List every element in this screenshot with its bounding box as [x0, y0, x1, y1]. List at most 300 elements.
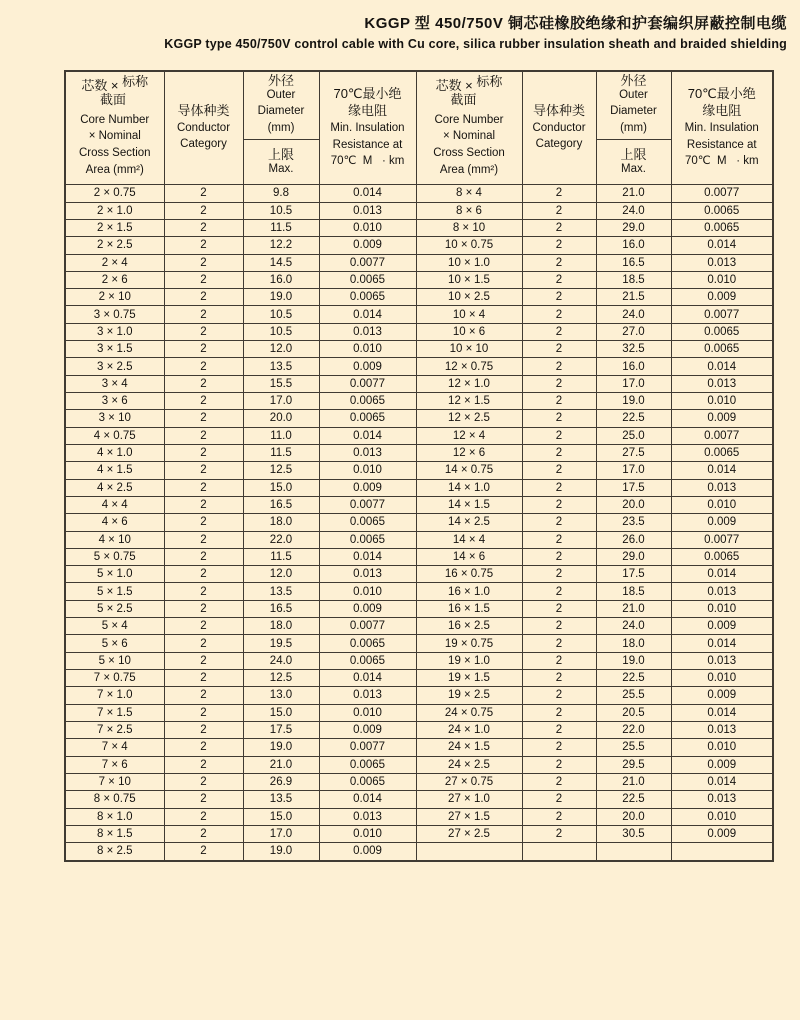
- cell-category-left: 2: [164, 341, 243, 358]
- cell-insulation-resistance-left: 0.009: [319, 358, 416, 375]
- cell-outer-diameter-right: 23.5: [596, 514, 671, 531]
- cell-outer-diameter-right: 20.5: [596, 704, 671, 721]
- cell-insulation-resistance-right: 0.0077: [671, 306, 773, 323]
- table-row: [65, 791, 773, 808]
- cell-category-left: 2: [164, 237, 243, 254]
- cell-category-left: 2: [164, 531, 243, 548]
- cell-spec-left: 4 × 2.5: [65, 479, 164, 496]
- cell-category-left: 2: [164, 479, 243, 496]
- cell-spec-left: 7 × 2.5: [65, 721, 164, 738]
- cell-category-right: 2: [522, 358, 596, 375]
- cell-outer-diameter-left: 12.5: [243, 462, 319, 479]
- cell-category-right: 2: [522, 444, 596, 461]
- cell-outer-diameter-right: 18.5: [596, 271, 671, 288]
- cell-outer-diameter-right: 22.5: [596, 410, 671, 427]
- cell-spec-right: 27 × 0.75: [416, 773, 522, 790]
- cell-insulation-resistance-left: 0.010: [319, 825, 416, 842]
- cell-category-right: 2: [522, 635, 596, 652]
- cell-spec-right: 10 × 10: [416, 341, 522, 358]
- cell-outer-diameter-left: 19.0: [243, 843, 319, 861]
- header-core-number-left: 芯数 × 标称 截面 Core Number × Nominal Cross Section Area (mm²): [65, 71, 164, 185]
- cell-outer-diameter-left: 19.0: [243, 739, 319, 756]
- cell-spec-right: 12 × 6: [416, 444, 522, 461]
- cell-category-left: 2: [164, 358, 243, 375]
- cell-category-left: 2: [164, 254, 243, 271]
- cell-category-right: 2: [522, 704, 596, 721]
- cell-outer-diameter-right: 25.5: [596, 739, 671, 756]
- cell-insulation-resistance-right: 0.009: [671, 687, 773, 704]
- table-row: [65, 393, 773, 410]
- cell-outer-diameter-left: 15.0: [243, 704, 319, 721]
- cell-outer-diameter-left: 21.0: [243, 756, 319, 773]
- table-row: [65, 358, 773, 375]
- cell-category-right: 2: [522, 375, 596, 392]
- cell-insulation-resistance-right: 0.0065: [671, 202, 773, 219]
- cell-insulation-resistance-left: 0.0065: [319, 289, 416, 306]
- cell-insulation-resistance-left: 0.014: [319, 185, 416, 202]
- header-outer-diameter-left: 外径 Outer Diameter (mm): [243, 71, 319, 140]
- cell-outer-diameter-left: 10.5: [243, 323, 319, 340]
- cell-category-right: 2: [522, 739, 596, 756]
- cell-spec-right: 16 × 1.0: [416, 583, 522, 600]
- table-row: [65, 254, 773, 271]
- cell-outer-diameter-left: 16.5: [243, 496, 319, 513]
- document-title-block: [0, 0, 800, 51]
- cell-insulation-resistance-left: 0.013: [319, 444, 416, 461]
- cell-spec-right: 8 × 6: [416, 202, 522, 219]
- cell-insulation-resistance-left: 0.0065: [319, 410, 416, 427]
- cell-category-right: 2: [522, 618, 596, 635]
- title-english: KGGP type 450/750V control cable with Cu core, silica rubber insulation sheath and braided shielding: [164, 36, 787, 51]
- cell-insulation-resistance-left: 0.014: [319, 306, 416, 323]
- cell-outer-diameter-left: 11.5: [243, 219, 319, 236]
- cell-insulation-resistance-right: 0.013: [671, 254, 773, 271]
- cell-spec-left: 5 × 10: [65, 652, 164, 669]
- cell-insulation-resistance-right: [671, 843, 773, 861]
- cell-spec-right: 14 × 4: [416, 531, 522, 548]
- cell-category-right: 2: [522, 756, 596, 773]
- cell-insulation-resistance-left: 0.010: [319, 219, 416, 236]
- cell-insulation-resistance-left: 0.0077: [319, 254, 416, 271]
- cell-outer-diameter-left: 12.2: [243, 237, 319, 254]
- cell-outer-diameter-right: [596, 843, 671, 861]
- cell-spec-right: 19 × 1.0: [416, 652, 522, 669]
- cell-insulation-resistance-right: 0.009: [671, 618, 773, 635]
- header-max-right: 上限 Max.: [596, 140, 671, 185]
- cell-outer-diameter-left: 12.0: [243, 566, 319, 583]
- cell-category-right: 2: [522, 237, 596, 254]
- cell-insulation-resistance-right: 0.0065: [671, 341, 773, 358]
- cell-category-right: 2: [522, 202, 596, 219]
- cell-category-left: 2: [164, 496, 243, 513]
- cell-spec-right: 24 × 0.75: [416, 704, 522, 721]
- cell-spec-left: 2 × 4: [65, 254, 164, 271]
- cell-outer-diameter-right: 22.5: [596, 791, 671, 808]
- cell-outer-diameter-left: 12.5: [243, 670, 319, 687]
- table-row: [65, 618, 773, 635]
- cell-insulation-resistance-left: 0.014: [319, 427, 416, 444]
- cell-insulation-resistance-right: 0.010: [671, 393, 773, 410]
- cell-spec-right: [416, 843, 522, 861]
- table-row: [65, 271, 773, 288]
- table-row: [65, 202, 773, 219]
- cell-spec-left: 3 × 2.5: [65, 358, 164, 375]
- cell-spec-right: 12 × 4: [416, 427, 522, 444]
- cell-insulation-resistance-right: 0.013: [671, 479, 773, 496]
- cell-spec-right: 14 × 2.5: [416, 514, 522, 531]
- cell-outer-diameter-right: 17.5: [596, 566, 671, 583]
- cell-outer-diameter-right: 16.5: [596, 254, 671, 271]
- cell-outer-diameter-right: 18.0: [596, 635, 671, 652]
- cell-outer-diameter-right: 22.0: [596, 721, 671, 738]
- cell-category-right: 2: [522, 548, 596, 565]
- cell-spec-left: 4 × 1.0: [65, 444, 164, 461]
- cell-spec-right: 16 × 1.5: [416, 600, 522, 617]
- cell-spec-right: 27 × 1.5: [416, 808, 522, 825]
- cell-spec-right: 12 × 0.75: [416, 358, 522, 375]
- table-row: [65, 825, 773, 842]
- cell-category-left: 2: [164, 410, 243, 427]
- cell-category-right: 2: [522, 496, 596, 513]
- cell-outer-diameter-right: 20.0: [596, 808, 671, 825]
- cell-spec-right: 10 × 2.5: [416, 289, 522, 306]
- cell-outer-diameter-left: 13.0: [243, 687, 319, 704]
- header-conductor-category-right: 导体种类 Conductor Category: [522, 71, 596, 185]
- cell-spec-right: 14 × 0.75: [416, 462, 522, 479]
- table-row: [65, 289, 773, 306]
- spec-table: [64, 70, 774, 862]
- cell-outer-diameter-right: 29.5: [596, 756, 671, 773]
- cell-outer-diameter-right: 24.0: [596, 618, 671, 635]
- cell-spec-right: 10 × 0.75: [416, 237, 522, 254]
- cell-spec-left: 5 × 1.0: [65, 566, 164, 583]
- cell-outer-diameter-right: 16.0: [596, 237, 671, 254]
- cell-category-left: 2: [164, 185, 243, 202]
- cell-spec-left: 7 × 10: [65, 773, 164, 790]
- table-row: [65, 496, 773, 513]
- cell-outer-diameter-left: 16.5: [243, 600, 319, 617]
- cell-insulation-resistance-right: 0.009: [671, 514, 773, 531]
- cell-insulation-resistance-left: 0.013: [319, 202, 416, 219]
- cell-insulation-resistance-right: 0.013: [671, 791, 773, 808]
- cell-insulation-resistance-right: 0.0077: [671, 531, 773, 548]
- spec-table-body: [65, 185, 773, 861]
- cell-insulation-resistance-left: 0.0065: [319, 514, 416, 531]
- cell-outer-diameter-left: 26.9: [243, 773, 319, 790]
- cell-category-right: [522, 843, 596, 861]
- cell-spec-left: 4 × 10: [65, 531, 164, 548]
- cell-category-right: 2: [522, 393, 596, 410]
- cell-insulation-resistance-left: 0.014: [319, 670, 416, 687]
- cell-category-left: 2: [164, 825, 243, 842]
- cell-category-right: 2: [522, 323, 596, 340]
- cell-insulation-resistance-right: 0.014: [671, 358, 773, 375]
- table-row: [65, 427, 773, 444]
- cell-category-left: 2: [164, 393, 243, 410]
- cell-insulation-resistance-right: 0.009: [671, 289, 773, 306]
- cell-spec-left: 2 × 1.0: [65, 202, 164, 219]
- cell-spec-left: 2 × 6: [65, 271, 164, 288]
- cell-outer-diameter-left: 17.0: [243, 393, 319, 410]
- cell-spec-left: 2 × 1.5: [65, 219, 164, 236]
- table-row: [65, 444, 773, 461]
- cell-outer-diameter-left: 19.5: [243, 635, 319, 652]
- cell-category-right: 2: [522, 185, 596, 202]
- cell-outer-diameter-left: 11.0: [243, 427, 319, 444]
- cell-spec-left: 7 × 1.0: [65, 687, 164, 704]
- cell-outer-diameter-right: 29.0: [596, 219, 671, 236]
- cell-insulation-resistance-left: 0.0065: [319, 773, 416, 790]
- cell-category-left: 2: [164, 462, 243, 479]
- cell-spec-right: 16 × 2.5: [416, 618, 522, 635]
- cell-insulation-resistance-left: 0.013: [319, 323, 416, 340]
- table-row: [65, 843, 773, 861]
- cell-category-left: 2: [164, 791, 243, 808]
- cell-insulation-resistance-right: 0.010: [671, 739, 773, 756]
- cell-spec-left: 3 × 1.0: [65, 323, 164, 340]
- cell-outer-diameter-left: 18.0: [243, 618, 319, 635]
- cell-spec-left: 4 × 1.5: [65, 462, 164, 479]
- table-row: [65, 185, 773, 202]
- cell-category-right: 2: [522, 687, 596, 704]
- cell-spec-left: 5 × 0.75: [65, 548, 164, 565]
- cell-outer-diameter-right: 24.0: [596, 202, 671, 219]
- cell-insulation-resistance-left: 0.009: [319, 600, 416, 617]
- header-core-number-right: 芯数 × 标称 截面 Core Number × Nominal Cross Section Area (mm²): [416, 71, 522, 185]
- cell-outer-diameter-right: 30.5: [596, 825, 671, 842]
- cell-spec-right: 16 × 0.75: [416, 566, 522, 583]
- cell-spec-left: 3 × 0.75: [65, 306, 164, 323]
- table-row: [65, 219, 773, 236]
- cell-outer-diameter-left: 11.5: [243, 548, 319, 565]
- cell-outer-diameter-left: 15.5: [243, 375, 319, 392]
- cell-category-right: 2: [522, 514, 596, 531]
- cell-category-right: 2: [522, 427, 596, 444]
- cell-insulation-resistance-left: 0.0065: [319, 756, 416, 773]
- cell-outer-diameter-right: 21.0: [596, 773, 671, 790]
- cell-outer-diameter-left: 14.5: [243, 254, 319, 271]
- cell-spec-right: 12 × 1.5: [416, 393, 522, 410]
- cell-category-right: 2: [522, 825, 596, 842]
- cell-spec-left: 5 × 6: [65, 635, 164, 652]
- cell-insulation-resistance-right: 0.010: [671, 670, 773, 687]
- cell-insulation-resistance-left: 0.009: [319, 843, 416, 861]
- cell-spec-right: 27 × 2.5: [416, 825, 522, 842]
- cell-insulation-resistance-right: 0.0065: [671, 323, 773, 340]
- cell-category-right: 2: [522, 791, 596, 808]
- table-row: [65, 306, 773, 323]
- cell-insulation-resistance-right: 0.0077: [671, 185, 773, 202]
- cell-spec-left: 2 × 0.75: [65, 185, 164, 202]
- cell-category-left: 2: [164, 323, 243, 340]
- spec-table-header: [65, 71, 773, 185]
- cell-outer-diameter-left: 10.5: [243, 306, 319, 323]
- cell-spec-right: 24 × 1.0: [416, 721, 522, 738]
- cell-category-right: 2: [522, 410, 596, 427]
- cell-spec-right: 14 × 1.5: [416, 496, 522, 513]
- cell-outer-diameter-right: 19.0: [596, 393, 671, 410]
- table-row: [65, 583, 773, 600]
- cell-spec-right: 10 × 1.0: [416, 254, 522, 271]
- cell-insulation-resistance-right: 0.013: [671, 375, 773, 392]
- cell-category-left: 2: [164, 635, 243, 652]
- cell-category-left: 2: [164, 444, 243, 461]
- table-row: [65, 670, 773, 687]
- cell-spec-left: 8 × 1.5: [65, 825, 164, 842]
- cell-outer-diameter-left: 16.0: [243, 271, 319, 288]
- cell-category-left: 2: [164, 618, 243, 635]
- table-row: [65, 237, 773, 254]
- table-row: [65, 756, 773, 773]
- header-insulation-resistance-right: 70℃最小绝 缘电阻 Min. Insulation Resistance at 70℃ M · km: [671, 71, 773, 185]
- cell-insulation-resistance-left: 0.014: [319, 791, 416, 808]
- cell-spec-right: 8 × 4: [416, 185, 522, 202]
- table-row: [65, 410, 773, 427]
- cell-category-left: 2: [164, 219, 243, 236]
- cell-category-left: 2: [164, 289, 243, 306]
- cell-spec-right: 19 × 0.75: [416, 635, 522, 652]
- cell-outer-diameter-left: 9.8: [243, 185, 319, 202]
- cell-spec-left: 5 × 4: [65, 618, 164, 635]
- cell-category-left: 2: [164, 756, 243, 773]
- cell-insulation-resistance-right: 0.009: [671, 756, 773, 773]
- cell-category-left: 2: [164, 808, 243, 825]
- table-row: [65, 375, 773, 392]
- cell-insulation-resistance-right: 0.014: [671, 704, 773, 721]
- cell-category-left: 2: [164, 652, 243, 669]
- cell-insulation-resistance-left: 0.009: [319, 237, 416, 254]
- cell-spec-left: 2 × 10: [65, 289, 164, 306]
- cell-insulation-resistance-left: 0.0077: [319, 618, 416, 635]
- cell-insulation-resistance-left: 0.0065: [319, 635, 416, 652]
- cell-spec-left: 8 × 2.5: [65, 843, 164, 861]
- cell-category-left: 2: [164, 721, 243, 738]
- cell-insulation-resistance-left: 0.010: [319, 462, 416, 479]
- cell-category-right: 2: [522, 566, 596, 583]
- cell-spec-left: 3 × 10: [65, 410, 164, 427]
- table-row: [65, 462, 773, 479]
- cell-insulation-resistance-right: 0.0065: [671, 219, 773, 236]
- cell-category-left: 2: [164, 704, 243, 721]
- cell-spec-right: 10 × 6: [416, 323, 522, 340]
- cell-insulation-resistance-left: 0.013: [319, 808, 416, 825]
- cell-outer-diameter-right: 17.5: [596, 479, 671, 496]
- cell-outer-diameter-left: 19.0: [243, 289, 319, 306]
- cell-insulation-resistance-right: 0.0077: [671, 427, 773, 444]
- cell-outer-diameter-left: 10.5: [243, 202, 319, 219]
- table-row: [65, 548, 773, 565]
- cell-insulation-resistance-right: 0.0065: [671, 444, 773, 461]
- cell-outer-diameter-left: 12.0: [243, 341, 319, 358]
- cell-outer-diameter-left: 11.5: [243, 444, 319, 461]
- cell-category-left: 2: [164, 773, 243, 790]
- table-row: [65, 600, 773, 617]
- cell-spec-right: 10 × 1.5: [416, 271, 522, 288]
- cell-category-left: 2: [164, 514, 243, 531]
- cell-outer-diameter-left: 20.0: [243, 410, 319, 427]
- cell-spec-left: 4 × 4: [65, 496, 164, 513]
- cell-insulation-resistance-left: 0.0077: [319, 375, 416, 392]
- cell-category-left: 2: [164, 687, 243, 704]
- cell-category-right: 2: [522, 670, 596, 687]
- cell-category-right: 2: [522, 289, 596, 306]
- cell-outer-diameter-right: 20.0: [596, 496, 671, 513]
- cell-outer-diameter-right: 21.0: [596, 185, 671, 202]
- cell-outer-diameter-right: 25.0: [596, 427, 671, 444]
- cell-category-right: 2: [522, 254, 596, 271]
- cell-insulation-resistance-left: 0.0065: [319, 531, 416, 548]
- cell-spec-left: 2 × 2.5: [65, 237, 164, 254]
- cell-outer-diameter-left: 24.0: [243, 652, 319, 669]
- cell-category-left: 2: [164, 202, 243, 219]
- cell-insulation-resistance-right: 0.014: [671, 635, 773, 652]
- cell-spec-right: 24 × 1.5: [416, 739, 522, 756]
- table-row: [65, 721, 773, 738]
- table-row: [65, 514, 773, 531]
- cell-category-left: 2: [164, 600, 243, 617]
- cell-insulation-resistance-right: 0.0065: [671, 548, 773, 565]
- cell-insulation-resistance-right: 0.013: [671, 721, 773, 738]
- cell-spec-left: 8 × 1.0: [65, 808, 164, 825]
- cell-outer-diameter-left: 13.5: [243, 358, 319, 375]
- cell-spec-right: 24 × 2.5: [416, 756, 522, 773]
- cell-insulation-resistance-right: 0.010: [671, 496, 773, 513]
- cell-category-right: 2: [522, 462, 596, 479]
- table-row: [65, 808, 773, 825]
- cell-outer-diameter-right: 26.0: [596, 531, 671, 548]
- cell-spec-right: 10 × 4: [416, 306, 522, 323]
- cell-outer-diameter-right: 27.5: [596, 444, 671, 461]
- cell-outer-diameter-right: 27.0: [596, 323, 671, 340]
- cell-insulation-resistance-right: 0.013: [671, 583, 773, 600]
- cell-outer-diameter-left: 17.5: [243, 721, 319, 738]
- cell-category-left: 2: [164, 583, 243, 600]
- cell-category-left: 2: [164, 739, 243, 756]
- cell-outer-diameter-left: 22.0: [243, 531, 319, 548]
- cell-spec-left: 7 × 1.5: [65, 704, 164, 721]
- cell-outer-diameter-right: 29.0: [596, 548, 671, 565]
- cell-insulation-resistance-right: 0.014: [671, 566, 773, 583]
- cell-insulation-resistance-left: 0.0065: [319, 393, 416, 410]
- cell-insulation-resistance-right: 0.014: [671, 773, 773, 790]
- header-outer-diameter-right: 外径 Outer Diameter (mm): [596, 71, 671, 140]
- cell-spec-left: 7 × 4: [65, 739, 164, 756]
- cell-category-left: 2: [164, 427, 243, 444]
- cell-category-right: 2: [522, 583, 596, 600]
- cell-spec-left: 4 × 6: [65, 514, 164, 531]
- table-row: [65, 739, 773, 756]
- cell-category-right: 2: [522, 306, 596, 323]
- cell-spec-right: 19 × 2.5: [416, 687, 522, 704]
- table-row: [65, 652, 773, 669]
- cell-outer-diameter-left: 15.0: [243, 808, 319, 825]
- cell-category-right: 2: [522, 808, 596, 825]
- cell-spec-right: 27 × 1.0: [416, 791, 522, 808]
- cell-category-right: 2: [522, 531, 596, 548]
- cell-outer-diameter-right: 21.0: [596, 600, 671, 617]
- cell-insulation-resistance-right: 0.013: [671, 652, 773, 669]
- cell-insulation-resistance-left: 0.010: [319, 341, 416, 358]
- table-row: [65, 531, 773, 548]
- cell-insulation-resistance-left: 0.014: [319, 548, 416, 565]
- cell-insulation-resistance-left: 0.0077: [319, 496, 416, 513]
- cell-outer-diameter-left: 13.5: [243, 791, 319, 808]
- cell-spec-left: 3 × 1.5: [65, 341, 164, 358]
- cell-outer-diameter-left: 18.0: [243, 514, 319, 531]
- cell-insulation-resistance-right: 0.010: [671, 600, 773, 617]
- cell-outer-diameter-right: 24.0: [596, 306, 671, 323]
- cell-spec-left: 5 × 1.5: [65, 583, 164, 600]
